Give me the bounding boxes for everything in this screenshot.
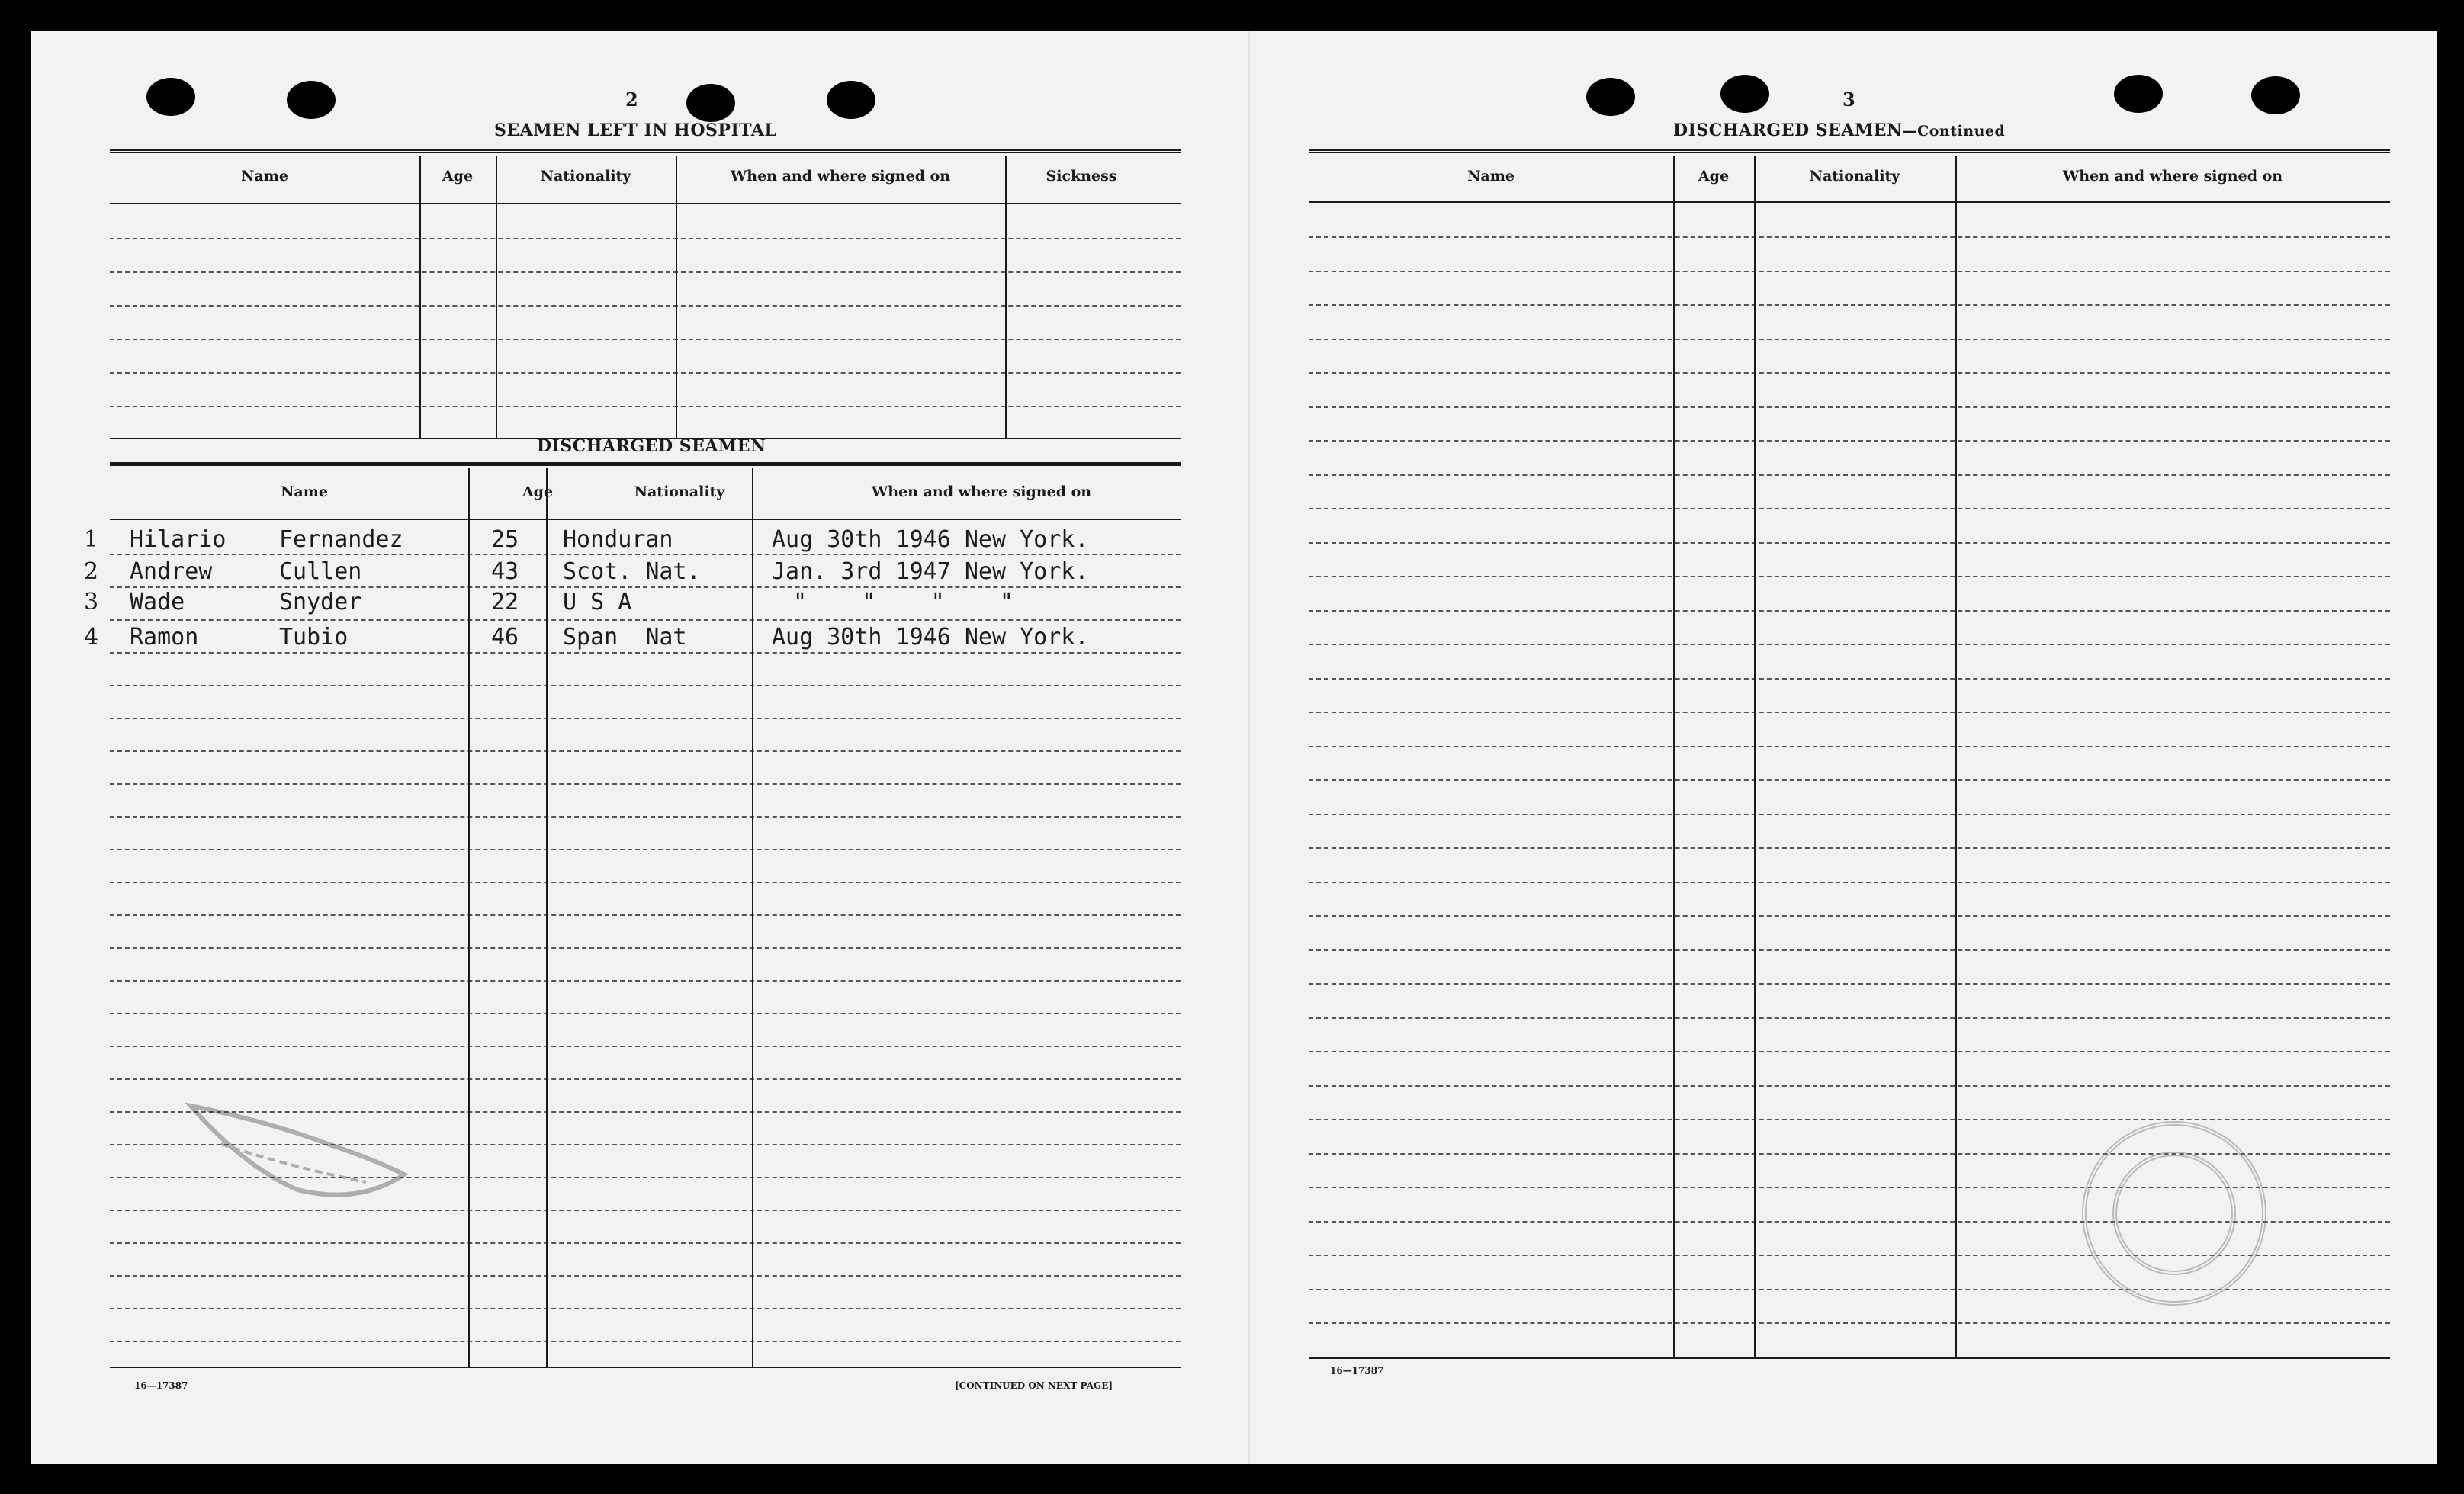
seaman-nationality: Honduran bbox=[563, 526, 673, 553]
seaman-nationality: Scot. Nat. bbox=[563, 558, 701, 585]
hospital-header-rule bbox=[110, 203, 1181, 204]
right-col-name: Name bbox=[1467, 168, 1515, 185]
discharged-col-name: Name bbox=[281, 484, 328, 500]
ruled-line bbox=[1309, 542, 2390, 544]
ruled-line bbox=[110, 849, 1181, 850]
ruled-line bbox=[1309, 882, 2390, 883]
ruled-line bbox=[1309, 406, 2390, 408]
ruled-line bbox=[110, 980, 1181, 982]
punch-hole bbox=[1720, 75, 1769, 113]
ruled-line bbox=[1309, 712, 2390, 713]
hospital-col-divider bbox=[1005, 156, 1007, 439]
ruled-line bbox=[110, 586, 1181, 588]
ruled-line bbox=[1309, 474, 2390, 476]
seaman-first-name: Hilario bbox=[130, 526, 226, 553]
discharged-col-age: Age bbox=[522, 484, 554, 500]
seaman-first-name: Andrew bbox=[130, 558, 213, 585]
hospital-col-name: Name bbox=[241, 168, 288, 185]
seaman-first-name: Ramon bbox=[130, 624, 199, 651]
hospital-row-line bbox=[110, 271, 1181, 273]
ruled-line bbox=[1309, 1322, 2390, 1324]
seaman-last-name: Cullen bbox=[279, 558, 362, 585]
seaman-age: 22 bbox=[491, 589, 519, 615]
seaman-signed-on: " " " " bbox=[793, 589, 1014, 615]
ruled-line bbox=[1309, 814, 2390, 815]
hospital-row-line bbox=[110, 372, 1181, 374]
right-top-rule bbox=[1309, 149, 2390, 153]
punch-hole bbox=[1586, 78, 1635, 116]
ruled-line bbox=[110, 619, 1181, 621]
right-bottom-rule bbox=[1309, 1357, 2390, 1359]
right-section-title bbox=[1673, 120, 2005, 140]
ruled-line bbox=[1309, 576, 2390, 577]
ruled-line bbox=[1309, 1085, 2390, 1087]
ruled-line bbox=[1309, 644, 2390, 645]
ruled-line bbox=[1309, 372, 2390, 374]
page-number-left: 2 bbox=[625, 88, 638, 111]
discharged-section-title: DISCHARGED SEAMEN bbox=[537, 436, 766, 456]
ruled-line bbox=[1309, 610, 2390, 612]
ruled-line bbox=[110, 882, 1181, 883]
form-number-left: 16—17387 bbox=[134, 1380, 188, 1391]
ruled-line bbox=[1309, 678, 2390, 680]
right-header-rule bbox=[1309, 201, 2390, 203]
seaman-signed-on: Jan. 3rd 1947 New York. bbox=[772, 558, 1089, 585]
discharged-col-signed-on: When and where signed on bbox=[871, 484, 1092, 500]
ruled-line bbox=[110, 685, 1181, 686]
seaman-age: 46 bbox=[491, 624, 519, 651]
punch-hole bbox=[287, 81, 336, 119]
row-number: 1 bbox=[84, 526, 99, 553]
ruled-line bbox=[1309, 1289, 2390, 1290]
punch-hole bbox=[146, 78, 195, 116]
right-title-main: DISCHARGED SEAMEN bbox=[1673, 120, 1903, 140]
hospital-top-rule bbox=[110, 149, 1181, 153]
ruled-line bbox=[1309, 915, 2390, 917]
page-number-right: 3 bbox=[1842, 88, 1855, 111]
received-stamp-inner bbox=[2112, 1152, 2236, 1275]
hospital-row-line bbox=[110, 305, 1181, 307]
ruled-line bbox=[1309, 847, 2390, 849]
ruled-line bbox=[110, 1275, 1181, 1277]
punch-hole bbox=[686, 84, 735, 122]
right-col-signed-on: When and where signed on bbox=[2062, 168, 2283, 185]
ruled-line bbox=[110, 554, 1181, 555]
hospital-row-line bbox=[110, 406, 1181, 407]
hospital-col-sickness: Sickness bbox=[1046, 168, 1117, 185]
right-col-divider bbox=[1955, 156, 1957, 1359]
right-col-age: Age bbox=[1698, 168, 1730, 185]
ruled-line bbox=[1309, 236, 2390, 238]
discharged-header-rule bbox=[110, 519, 1181, 520]
hospital-col-divider bbox=[496, 156, 497, 439]
ruled-line bbox=[110, 718, 1181, 719]
page-fold bbox=[1248, 31, 1250, 1464]
ruled-line bbox=[1309, 304, 2390, 306]
hospital-col-divider bbox=[419, 156, 421, 439]
ruled-line bbox=[110, 816, 1181, 818]
seaman-age: 25 bbox=[491, 526, 519, 553]
seaman-age: 43 bbox=[491, 558, 519, 585]
ruled-line bbox=[1309, 1051, 2390, 1052]
ruled-line bbox=[110, 783, 1181, 785]
faint-stamp-mark bbox=[175, 1075, 435, 1258]
seaman-nationality: Span Nat bbox=[563, 624, 687, 651]
punch-hole bbox=[827, 81, 875, 119]
document-sheet bbox=[31, 31, 2437, 1464]
hospital-col-signed-on: When and where signed on bbox=[730, 168, 951, 185]
seaman-first-name: Wade bbox=[130, 589, 185, 615]
ruled-line bbox=[110, 1341, 1181, 1342]
ruled-line bbox=[110, 1046, 1181, 1047]
hospital-col-divider bbox=[676, 156, 677, 439]
ruled-line bbox=[1309, 271, 2390, 272]
ruled-line bbox=[110, 652, 1181, 654]
ruled-line bbox=[110, 947, 1181, 949]
punch-hole bbox=[2251, 76, 2300, 114]
hospital-row-line bbox=[110, 339, 1181, 340]
right-col-divider bbox=[1673, 156, 1675, 1359]
ruled-line bbox=[110, 1013, 1181, 1014]
discharged-col-divider bbox=[546, 468, 548, 1368]
discharged-col-divider bbox=[468, 468, 470, 1368]
hospital-col-nationality: Nationality bbox=[540, 168, 631, 185]
right-col-nationality: Nationality bbox=[1809, 168, 1900, 185]
continued-note: [CONTINUED ON NEXT PAGE] bbox=[955, 1380, 1113, 1391]
discharged-top-rule bbox=[110, 462, 1181, 466]
discharged-col-nationality: Nationality bbox=[634, 484, 725, 500]
right-col-divider bbox=[1754, 156, 1756, 1359]
seaman-signed-on: Aug 30th 1946 New York. bbox=[772, 624, 1089, 651]
ruled-line bbox=[1309, 1017, 2390, 1019]
row-number: 2 bbox=[84, 558, 99, 585]
row-number: 4 bbox=[84, 624, 99, 651]
hospital-col-age: Age bbox=[442, 168, 474, 185]
ruled-line bbox=[1309, 508, 2390, 509]
hospital-row-line bbox=[110, 238, 1181, 239]
seaman-last-name: Tubio bbox=[279, 624, 349, 651]
ruled-line bbox=[1309, 1119, 2390, 1120]
form-number-right: 16—17387 bbox=[1330, 1365, 1384, 1376]
seaman-nationality: U S A bbox=[563, 589, 632, 615]
hospital-section-title: SEAMEN LEFT IN HOSPITAL bbox=[494, 120, 777, 140]
ruled-line bbox=[1309, 746, 2390, 747]
seaman-last-name: Fernandez bbox=[279, 526, 403, 553]
ruled-line bbox=[110, 1308, 1181, 1309]
ruled-line bbox=[1309, 440, 2390, 442]
ruled-line bbox=[1309, 949, 2390, 951]
discharged-col-divider bbox=[752, 468, 753, 1368]
ruled-line bbox=[110, 914, 1181, 916]
seaman-last-name: Snyder bbox=[279, 589, 362, 615]
ruled-line bbox=[1309, 339, 2390, 340]
seaman-signed-on: Aug 30th 1946 New York. bbox=[772, 526, 1089, 553]
right-title-continued: —Continued bbox=[1902, 123, 2006, 140]
ruled-line bbox=[1309, 983, 2390, 985]
ruled-line bbox=[1309, 779, 2390, 781]
row-number: 3 bbox=[84, 589, 99, 615]
discharged-bottom-rule bbox=[110, 1367, 1181, 1368]
ruled-line bbox=[110, 750, 1181, 752]
punch-hole bbox=[2114, 75, 2163, 113]
